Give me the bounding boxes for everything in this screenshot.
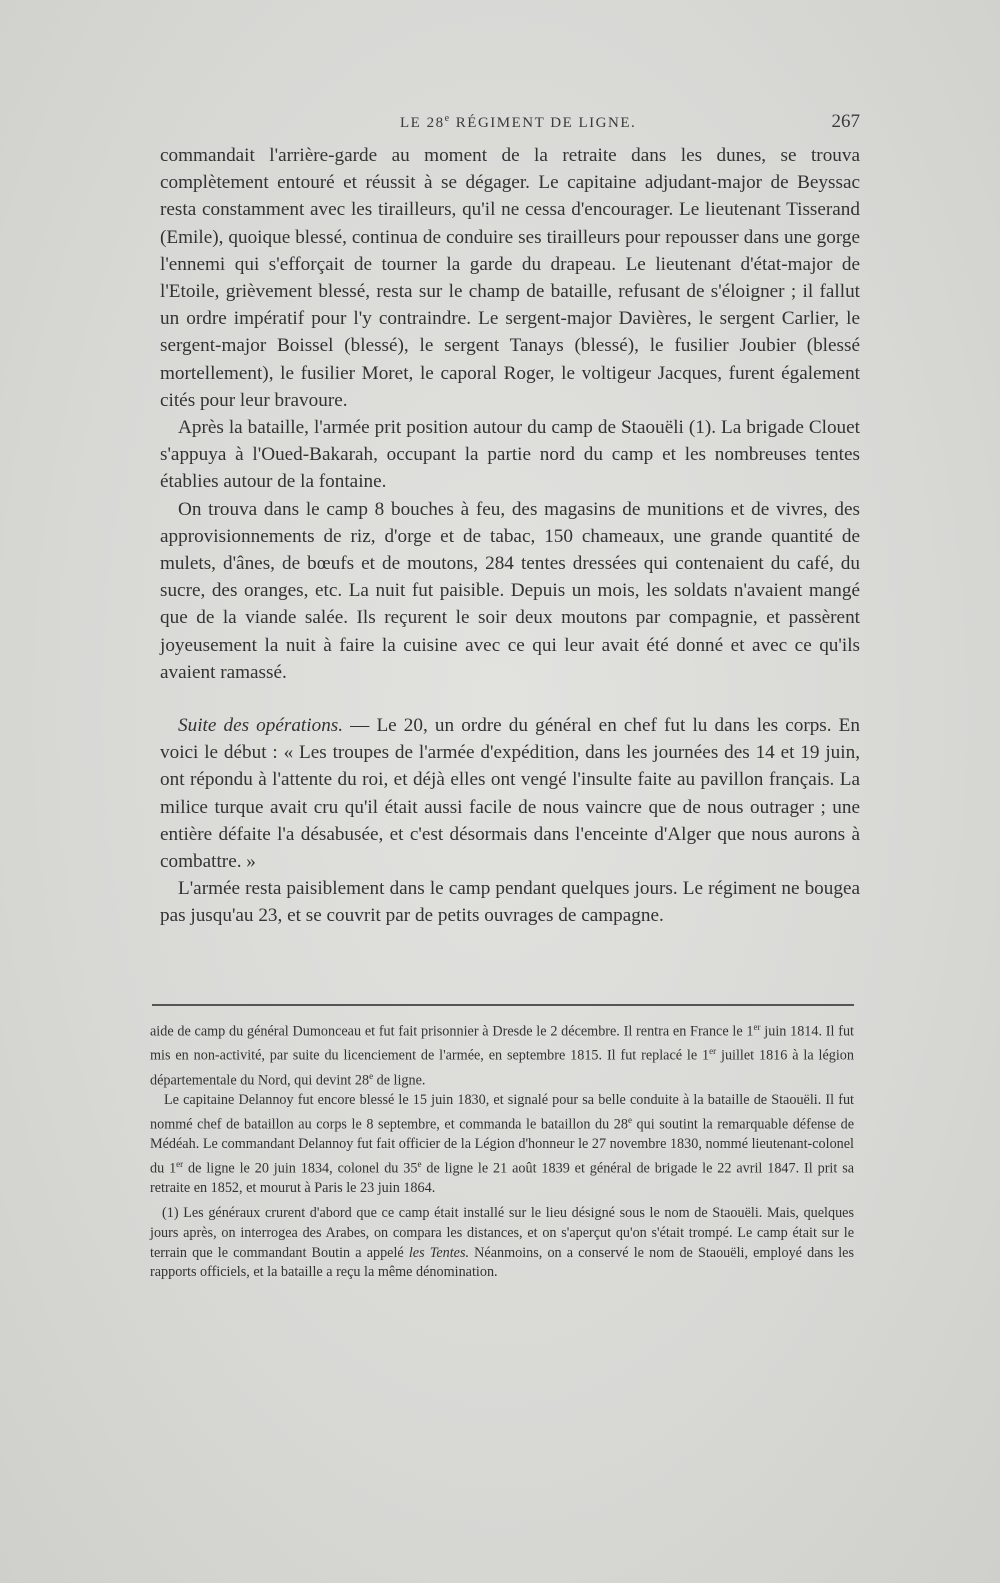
footnote-1: (1) Les généraux crurent d'abord que ce camp était installé sur le lieu désigné sous le nom de Staouëli. Mais, quelques jours après, on interrogea des Arabes, on compara les distances, et on s'aperçut qu'on s'était trompé. Le camp était sur le terrain que le commandant Boutin a appelé les Tentes. Néanmoins, on a conservé le nom de Staouëli, employé dans les rapports officiels, et la bataille a reçu la même dénomination.	[150, 1205, 855, 1281]
footnote-divider	[152, 1004, 854, 1006]
main-text	[160, 142, 860, 930]
page-header	[160, 113, 860, 137]
paragraph-2: Après la bataille, l'armée prit position autour du camp de Staouëli (1). La brigade Clouet s'appuya à l'Oued-Bakarah, occupant la partie nord du camp et les nombreuses tentes établies autour de la fontaine.	[160, 417, 860, 493]
footnotes	[150, 1018, 854, 1283]
footnote-delannoy: Le capitaine Delannoy fut encore blessé le 15 juin 1830, et signalé pour sa belle conduite à la bataille de Staouëli. Il fut nommé chef de bataillon au corps le 8 septembre, et commanda le bataillon du 28e qui soutint la remarquable défense de Médéah. Le commandant Delannoy fut fait officier de la Légion d'honneur le 27 novembre 1830, nommé lieutenant-colonel du 1er de ligne le 20 juin 1834, colonel du 35e de ligne le 21 août 1839 et général de brigade le 22 avril 1847. Il prit sa retraite en 1852, et mourut à Paris le 23 juin 1864.	[150, 1091, 855, 1196]
page-number: 267	[831, 111, 860, 132]
paragraph-4: Suite des opérations. — Le 20, un ordre du général en chef fut lu dans les corps. En voici le début : « Les troupes de l'armée d'expédition, dans les journées des 14 et 19 juin, ont répondu à l'attente du roi, et déjà elles ont vengé l'insulte faite au pavillon français. La milice turque avait cru qu'il était aussi facile de nous vaincre que de nous outrager ; une entière défaite l'a désabusée, et c'est désormais dans l'enceinte d'Alger que nous aurons à combattre. »	[160, 715, 860, 873]
footnote-continuation: aide de camp du général Dumonceau et fut fait prisonnier à Dresde le 2 décembre. Il rentra en France le 1er juin 1814. Il fut mis en non-activité, par suite du licenciement de l'armée, en septembre 1815. Il fut replacé le 1er juillet 1816 à la légion départementale du Nord, qui devint 28e de ligne.	[150, 1022, 854, 1089]
section-heading: Suite des opérations.	[178, 715, 344, 737]
running-title: LE 28e RÉGIMENT DE LIGNE.	[400, 113, 637, 131]
paragraph-5: L'armée resta paisiblement dans le camp pendant quelques jours. Le régiment ne bougea pas jusqu'au 23, et se couvrit par de petits ouvrages de campagne.	[160, 878, 860, 927]
paragraph-3: On trouva dans le camp 8 bouches à feu, des magasins de munitions et de vivres, des approvisionnements de riz, d'orge et de tabac, 150 chameaux, une grande quantité de mulets, d'ânes, de bœufs et de moutons, 284 tentes dressées qui contenaient du café, du sucre, des oranges, etc. La nuit fut paisible. Depuis un mois, les soldats n'avaient mangé que de la viande salée. Ils reçurent le soir deux moutons par compagnie, et passèrent joyeusement la nuit à faire la cuisine avec ce qui leur avait été donné et avec ce qu'ils avaient ramassé.	[160, 498, 860, 683]
paragraph-1: commandait l'arrière-garde au moment de la retraite dans les dunes, se trouva complètement entouré et réussit à se dégager. Le capitaine adjudant-major de Beyssac resta constamment avec les tirailleurs, qu'il ne cessa d'encourager. Le lieutenant Tisserand (Emile), quoique blessé, continua de conduire ses tirailleurs pour repousser dans une gorge l'ennemi qui s'efforçait de tourner la garde du drapeau. Le lieutenant d'état-major de l'Etoile, grièvement blessé, resta sur le champ de bataille, refusant de s'éloigner ; il fallut un ordre impératif pour l'y contraindre. Le sergent-major Davières, le sergent Carlier, le sergent-major Boissel (blessé), le sergent Tanays (blessé), le fusilier Joubier (blessé mortellement), le fusilier Moret, le caporal Roger, le voltigeur Jacques, furent également cités pour leur bravoure.	[160, 145, 860, 411]
